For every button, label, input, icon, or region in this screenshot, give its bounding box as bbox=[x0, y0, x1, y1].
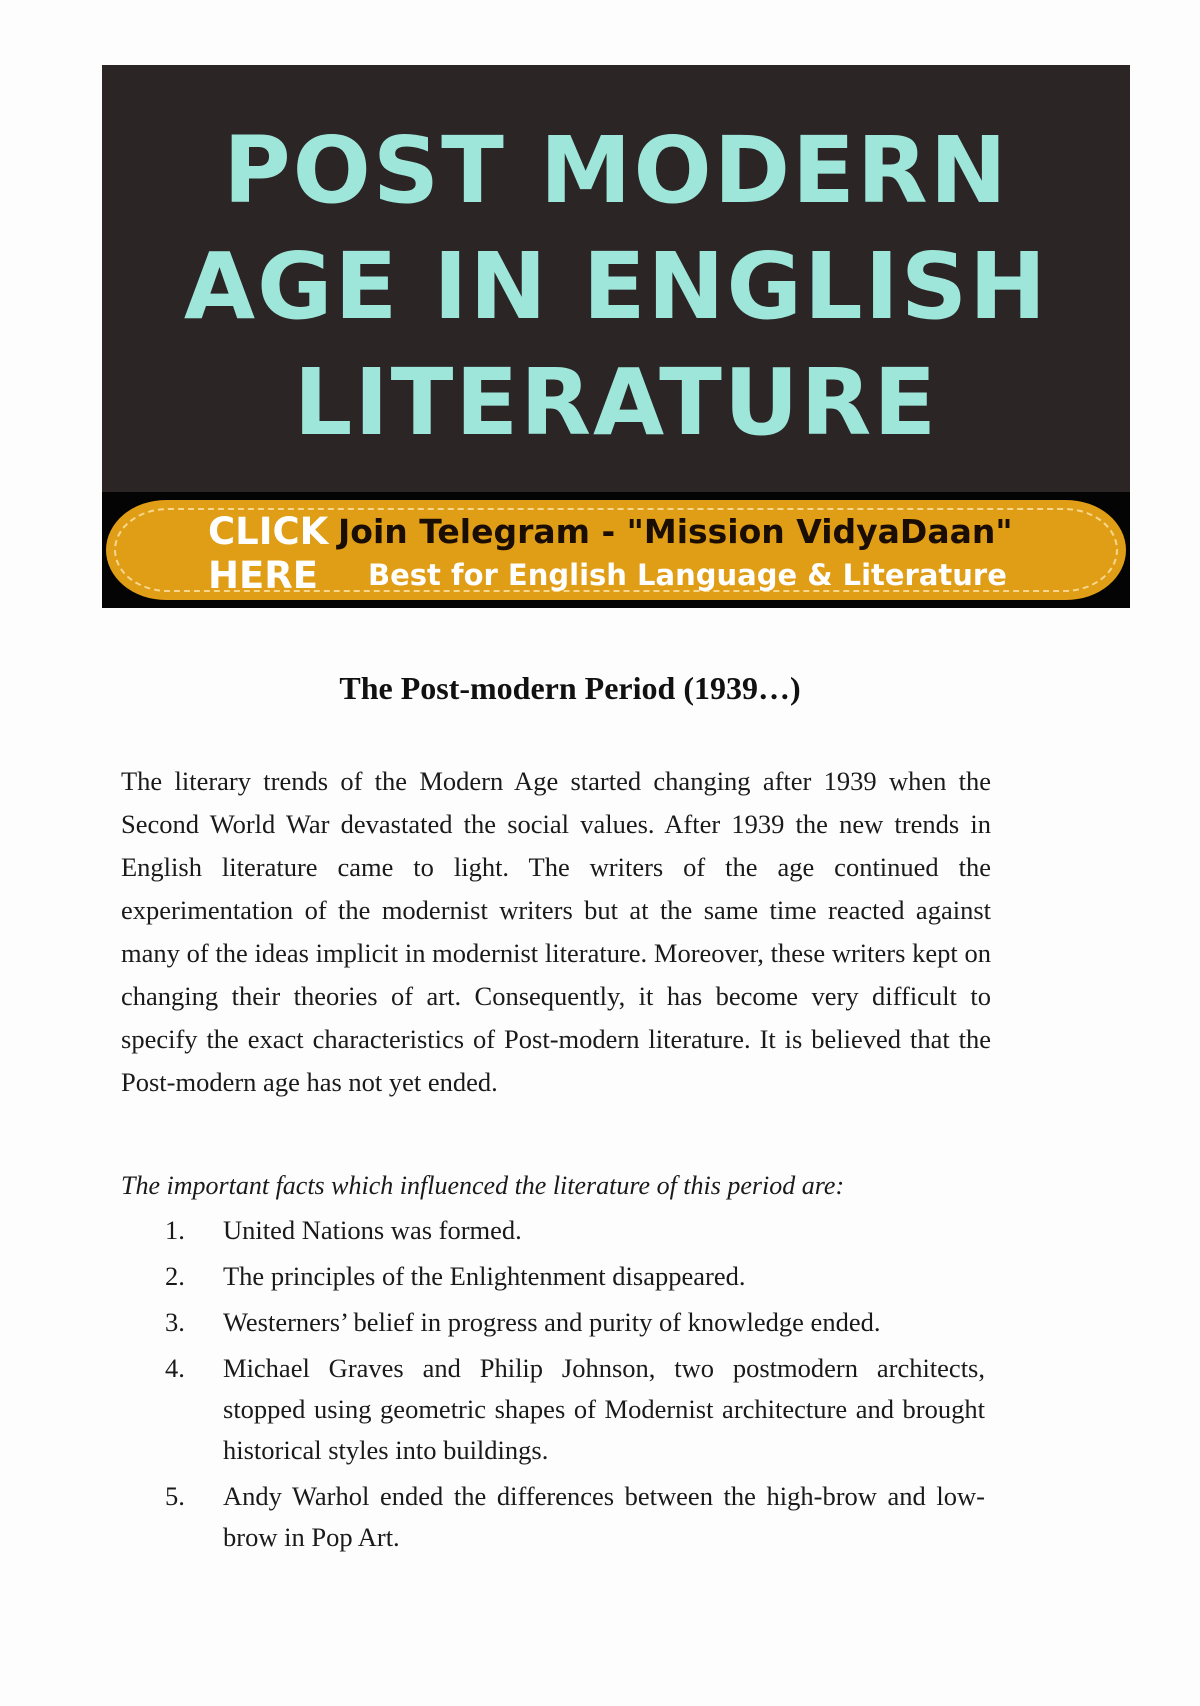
cta-strip bbox=[102, 492, 1130, 608]
list-text: Michael Graves and Philip Johnson, two postmodern architects, stopped using geometric shapes of Modernist architecture and brought historical styles into buildings. bbox=[223, 1353, 985, 1465]
banner-title-line: AGE IN ENGLISH bbox=[183, 233, 1049, 340]
title-banner bbox=[102, 65, 1130, 608]
list-number: 1. bbox=[165, 1215, 185, 1245]
list-text: United Nations was formed. bbox=[223, 1215, 522, 1245]
facts-list bbox=[165, 1210, 985, 1563]
list-text: Andy Warhol ended the differences between the high-brow and low-brow in Pop Art. bbox=[223, 1481, 985, 1552]
join-telegram-text[interactable]: Join Telegram - "Mission VidyaDaan" bbox=[338, 512, 1013, 551]
list-item bbox=[165, 1476, 985, 1558]
click-label: CLICK bbox=[208, 510, 329, 553]
list-number: 3. bbox=[165, 1307, 185, 1337]
list-item bbox=[165, 1348, 985, 1471]
list-text: Westerners’ belief in progress and purity of knowledge ended. bbox=[223, 1307, 881, 1337]
facts-intro: The important facts which influenced the literature of this period are: bbox=[121, 1171, 845, 1200]
list-text: The principles of the Enlightenment disappeared. bbox=[223, 1261, 746, 1291]
here-label: HERE bbox=[208, 554, 319, 597]
click-here-label[interactable] bbox=[208, 510, 328, 598]
list-item bbox=[165, 1302, 985, 1343]
list-number: 5. bbox=[165, 1481, 185, 1511]
banner-title bbox=[102, 113, 1130, 461]
banner-title-line: LITERATURE bbox=[293, 349, 939, 456]
banner-title-line: POST MODERN bbox=[223, 117, 1009, 224]
list-item bbox=[165, 1256, 985, 1297]
join-telegram-button[interactable] bbox=[106, 500, 1126, 600]
list-number: 2. bbox=[165, 1261, 185, 1291]
cta-subtitle: Best for English Language & Literature bbox=[368, 558, 1007, 592]
section-heading: The Post-modern Period (1939…) bbox=[339, 670, 801, 706]
list-number: 4. bbox=[165, 1353, 185, 1383]
intro-paragraph: The literary trends of the Modern Age started changing after 1939 when the Second World War devastated the social values. After 1939 the new trends in English literature came to light. The writers of the age continued the experimentation of the modernist writers but at the same time reacted against many of the ideas implicit in modernist literature. Moreover, these writers kept on changing their theories of art. Consequently, it has become very difficult to specify the exact characteristics of Post-modern literature. It is believed that the Post-modern age has not yet ended. bbox=[121, 766, 991, 1097]
list-item bbox=[165, 1210, 985, 1251]
